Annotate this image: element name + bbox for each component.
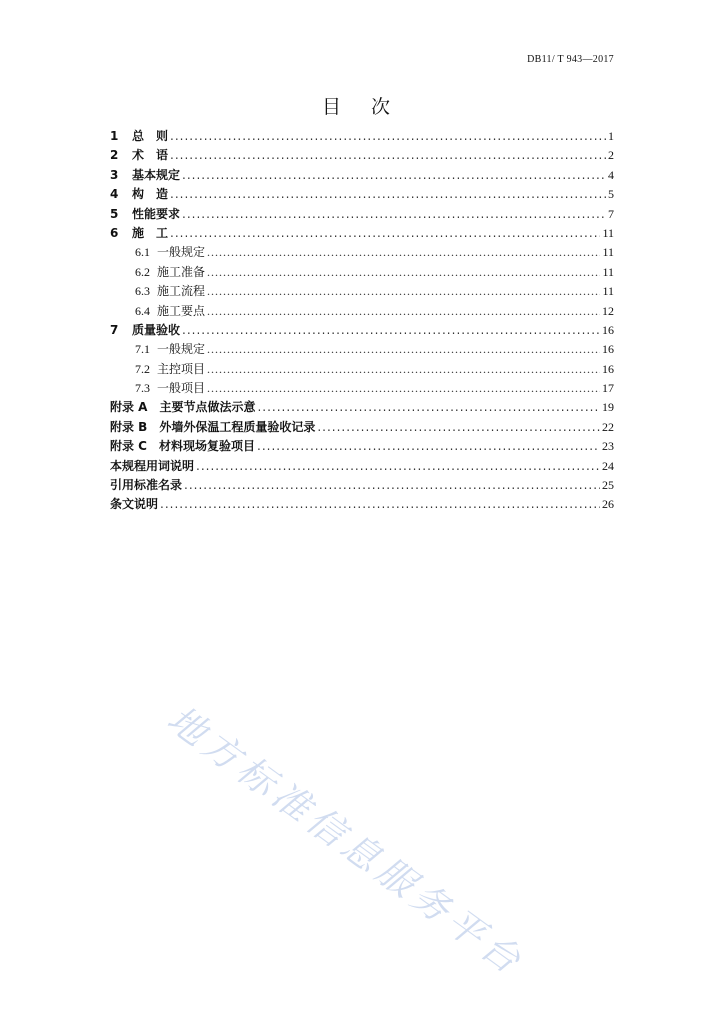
- toc-entry-page: 22: [602, 419, 614, 434]
- toc-entry-number: 3: [110, 167, 119, 182]
- toc-leader: [207, 302, 600, 321]
- toc-entry-page: 19: [602, 400, 614, 415]
- toc-entry[interactable]: [110, 166, 614, 185]
- toc-entry-number: 5: [110, 206, 119, 221]
- toc-entry[interactable]: [110, 476, 614, 495]
- toc-entry-page: 17: [602, 381, 614, 396]
- toc-leader: [207, 263, 600, 282]
- toc-leader: [184, 476, 600, 495]
- toc-entry-page: 2: [608, 148, 614, 163]
- toc-entry-page: 7: [608, 206, 614, 221]
- toc-entry-page: 11: [602, 245, 614, 260]
- toc-leader: [317, 418, 600, 437]
- page-title: 目 次: [321, 96, 403, 118]
- toc-entry-label: 主控项目: [157, 361, 206, 376]
- toc-entry-label: 条文说明: [110, 497, 159, 512]
- toc-leader: [170, 146, 606, 165]
- toc-appendix-entry[interactable]: [110, 418, 614, 437]
- toc-entry-number: 6.1: [135, 245, 150, 260]
- toc-entry-page: 5: [608, 187, 614, 202]
- toc-entry-number: 1: [110, 129, 119, 143]
- toc-leader: [160, 495, 600, 514]
- toc-entry-number: 7.2: [135, 361, 150, 376]
- toc-entry-number: 4: [110, 187, 119, 202]
- toc-entry-label: 主要节点做法示意: [159, 400, 256, 415]
- toc-leader: [170, 224, 600, 243]
- toc-leader: [182, 321, 600, 340]
- toc-entry-page: 26: [602, 497, 614, 512]
- toc-entry-number: 6.3: [135, 284, 150, 299]
- toc-entry-page: 11: [602, 284, 614, 299]
- toc-entry-number: 6.4: [135, 303, 150, 318]
- toc-subentry[interactable]: [110, 340, 614, 359]
- toc-subentry[interactable]: [110, 282, 614, 301]
- toc-subentry[interactable]: [110, 379, 614, 398]
- toc-entry-page: 12: [602, 303, 614, 318]
- toc-entry-page: 4: [608, 167, 614, 182]
- watermark: 地方标准信息服务平台: [159, 697, 533, 985]
- toc-entry-label: 一般规定: [157, 245, 206, 260]
- toc-leader: [207, 360, 600, 379]
- toc-entry[interactable]: [110, 185, 614, 204]
- toc-entry-number: 6.2: [135, 264, 150, 279]
- toc-entry[interactable]: [110, 127, 614, 146]
- document-header: DB11/ T 943—2017: [527, 54, 614, 65]
- toc-leader: [182, 205, 606, 224]
- toc-entry-label: 质量验收: [132, 322, 181, 337]
- toc-entry-label: 基本规定: [132, 167, 181, 182]
- toc-leader: [207, 340, 600, 359]
- toc-entry-number: 2: [110, 148, 119, 163]
- toc-entry-page: 16: [602, 342, 614, 357]
- toc-entry-page: 16: [602, 322, 614, 337]
- toc-entry-number: 附录 B: [110, 419, 148, 434]
- toc-entry-page: 11: [602, 225, 614, 240]
- toc-entry-label: 施工要点: [157, 303, 206, 318]
- toc-entry-page: 23: [602, 439, 614, 454]
- toc-entry-label: 引用标准名录: [110, 478, 183, 493]
- toc-entry-label: 一般项目: [157, 381, 206, 396]
- toc-entry-page: 24: [602, 458, 614, 473]
- toc-leader: [207, 243, 600, 262]
- toc-leader: [257, 398, 600, 417]
- toc-entry-label: 材料现场复验项目: [159, 439, 256, 454]
- toc-entry-number: 附录 A: [110, 400, 148, 415]
- toc-entry-number: 7.1: [135, 342, 150, 357]
- toc-entry-number: 6: [110, 225, 119, 240]
- toc-entry[interactable]: [110, 321, 614, 340]
- toc-entry-label: 外墙外保温工程质量验收记录: [159, 419, 316, 434]
- toc-leader: [207, 282, 600, 301]
- toc-entry-number: 7: [110, 322, 119, 337]
- toc-entry-label: 构 造: [132, 187, 169, 202]
- toc-entry-label: 术 语: [132, 148, 169, 163]
- toc-entry-page: 1: [608, 129, 614, 143]
- toc-leader: [257, 437, 600, 456]
- toc-entry-label: 本规程用词说明: [110, 458, 195, 473]
- toc-leader: [170, 185, 606, 204]
- toc-entry-label: 总 则: [132, 129, 169, 143]
- toc-entry-page: 16: [602, 361, 614, 376]
- toc-entry-page: 25: [602, 478, 614, 493]
- toc-entry-label: 一般规定: [157, 342, 206, 357]
- toc-entry[interactable]: [110, 205, 614, 224]
- toc-appendix-entry[interactable]: [110, 398, 614, 417]
- toc-subentry[interactable]: [110, 360, 614, 379]
- toc-subentry[interactable]: [110, 263, 614, 282]
- toc-entry-number: 附录 C: [110, 439, 147, 454]
- toc-entry-number: 7.3: [135, 381, 150, 396]
- toc-subentry[interactable]: [110, 243, 614, 262]
- toc-entry[interactable]: [110, 457, 614, 476]
- toc-subentry[interactable]: [110, 302, 614, 321]
- toc-entry[interactable]: [110, 224, 614, 243]
- toc-entry-page: 11: [602, 264, 614, 279]
- toc-leader: [207, 379, 600, 398]
- toc-appendix-entry[interactable]: [110, 437, 614, 456]
- toc-entry-label: 性能要求: [132, 206, 181, 221]
- table-of-contents: [110, 127, 614, 515]
- toc-leader: [170, 127, 606, 146]
- toc-leader: [196, 457, 600, 476]
- toc-entry[interactable]: [110, 146, 614, 165]
- toc-entry-label: 施工流程: [157, 284, 206, 299]
- toc-leader: [182, 166, 606, 185]
- toc-entry-label: 施工准备: [157, 264, 206, 279]
- toc-entry-label: 施 工: [132, 225, 169, 240]
- toc-entry[interactable]: [110, 495, 614, 514]
